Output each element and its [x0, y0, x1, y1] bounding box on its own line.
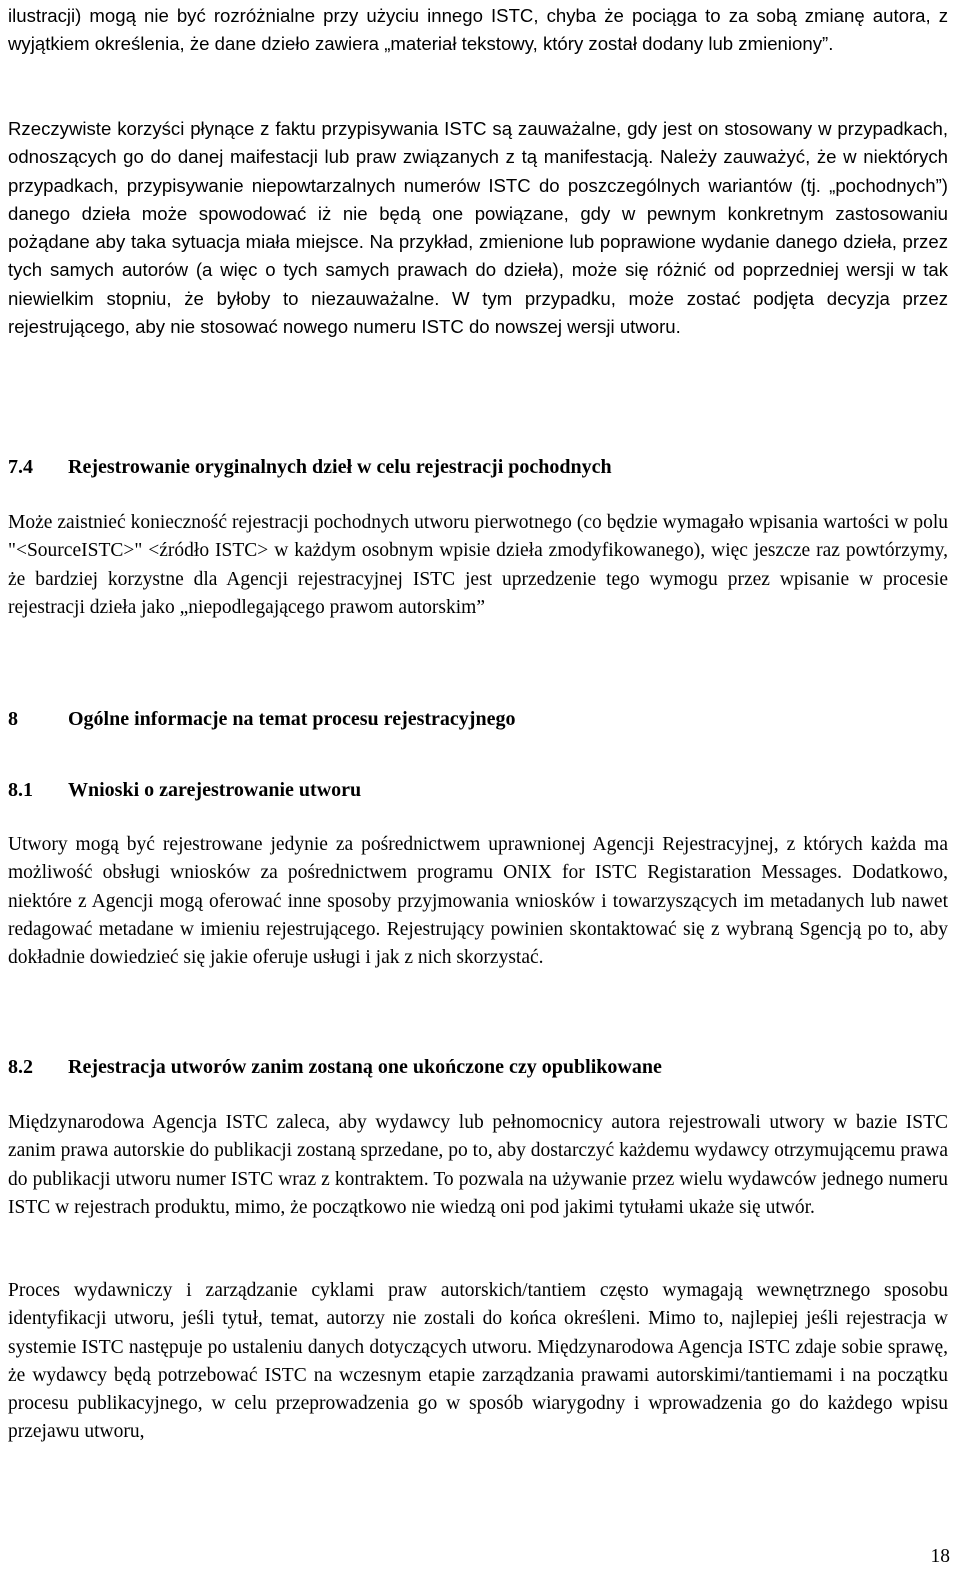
paragraph-agency-recommendation: Międzynarodowa Agencja ISTC zaleca, aby wydawcy lub pełnomocnicy autora rejestrowali utwory w bazie ISTC zanim prawa autorskie do publikacji zostaną sprzedane, po to, aby dostarczyć każdemu wydawcy otrzymującemu prawa do publikacji utworu numer ISTC wraz z kontraktem. To pozwala na używanie przez wielu wydawców jednego numeru ISTC w rejestrach produktu, mimo, że początkowo nie wiedzą oni pod jakimi tytułami ukaże się utwór.	[8, 1112, 948, 1218]
paragraph-istc-benefits: Rzeczywiste korzyści płynące z faktu przypisywania ISTC są zauważalne, gdy jest on stosowany w przypadkach, odnoszących go do danej maifestacji lub praw związanych z tą manifestacją. Należy zauważyć, że w niektórych przypadkach, przypisywanie niepowtarzalnych numerów ISTC do poszczególnych wariantów (tj. „pochodnych”) danego dzieła może spowodować iż nie będą one powiązane, gdy w pewnym konkretnym zastosowaniu pożądane aby taka sytuacja miała miejsce. Na przykład, zmienione lub poprawione wydanie danego dzieła, przez tych samych autorów (a więc o tych samych prawach do dzieła), może się różnić od poprzedniej wersji w tak niewielkim stopniu, że byłoby to niezauważalne. W tym przypadku, może zostać podjęta decyzja przez rejestrującego, aby nie stosować nowego numeru ISTC do nowszej wersji utworu.	[8, 118, 948, 338]
heading-8-text: Ogólne informacje na temat procesu rejestracyjnego	[68, 708, 516, 730]
heading-8-number: 8	[8, 708, 18, 730]
heading-8-2-number: 8.2	[8, 1056, 33, 1078]
heading-8-1-number: 8.1	[8, 779, 33, 801]
heading-8-1	[8, 776, 361, 804]
paragraph-continuation: ilustracji) mogą nie być rozróżnialne przy użyciu innego ISTC, chyba że pociąga to za sobą zmianę autora, z wyjątkiem określenia, że dane dzieło zawiera „materiał tekstowy, który został dodany lub zmieniony”.	[8, 5, 948, 55]
heading-7-4-number: 7.4	[8, 456, 33, 478]
paragraph-registration-requests: Utwory mogą być rejestrowane jedynie za pośrednictwem uprawnionej Agencji Rejestracyjnej, z których każda ma możliwość obsługi wniosków za pośrednictwem programu ONIX for ISTC Registaration Messages. Dodatkowo, niektóre z Agencji mogą oferować inne sposoby przyjmowania wniosków i towarzyszących im metadanych lub nawet redagować metadane w imieniu rejestrującego. Rejestrujący powinien skontaktować się z wybraną Sgencją po to, aby dokładnie dowiedzieć się jakie oferuje usługi i jak z nich skorzystać.	[8, 834, 948, 969]
heading-7-4	[8, 453, 612, 481]
heading-7-4-text: Rejestrowanie oryginalnych dzieł w celu rejestracji pochodnych	[68, 456, 612, 478]
paragraph-derivatives: Może zaistnieć konieczność rejestracji pochodnych utworu pierwotnego (co będzie wymagało wpisania wartości w polu "<SourceISTC>" <źródło ISTC> w każdym osobnym wpisie dzieła zmodyfikowanego), więc jeszcze raz powtórzymy, że bardziej korzystne dla Agencji rejestracyjnej ISTC jest uprzedzenie tego wymogu przez wpisanie w procesie rejestracji dzieła jako „niepodlegającego prawom autorskim”	[8, 512, 948, 618]
paragraph-publishing-process: Proces wydawniczy i zarządzanie cyklami praw autorskich/tantiem często wymagają wewnętrznego sposobu identyfikacji utworu, jeśli tytuł, temat, autorzy nie zostali do końca określeni. Mimo to, najlepiej jeśli rejestracja w systemie ISTC następuje po ustaleniu danych dotyczących utworu. Międzynarodowa Agencja ISTC zdaje sobie sprawę, że wydawcy będą potrzebować ISTC na wczesnym etapie zarządzania prawami autorskimi/tantiemami i na początku procesu publikacyjnego, w celu przeprowadzenia go w sposób wiarygodny i wprowadzenia go do każdego wpisu przejawu utworu,	[8, 1280, 948, 1443]
heading-8	[8, 705, 515, 733]
heading-8-2-text: Rejestracja utworów zanim zostaną one ukończone czy opublikowane	[68, 1056, 662, 1078]
page-number: 18	[930, 1546, 950, 1567]
heading-8-2	[8, 1053, 662, 1081]
heading-8-1-text: Wnioski o zarejestrowanie utworu	[68, 779, 362, 801]
